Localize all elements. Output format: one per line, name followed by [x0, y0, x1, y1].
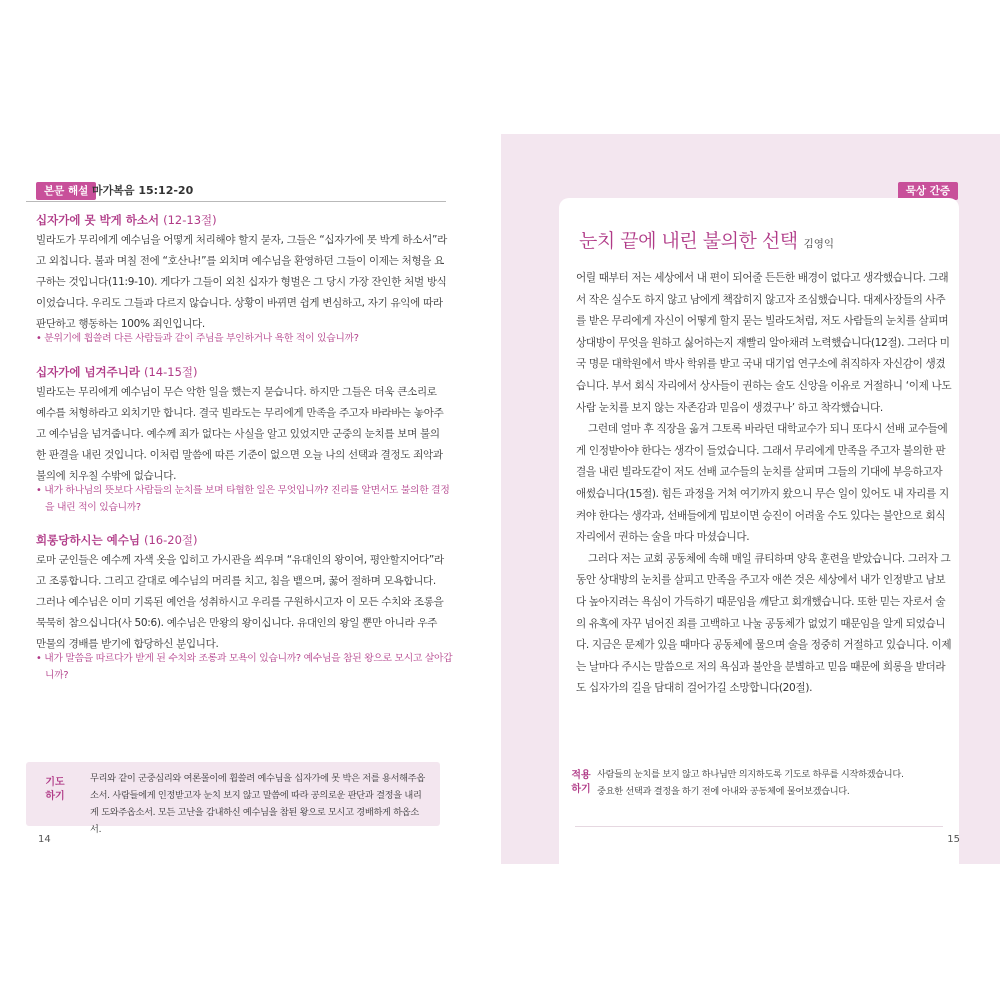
section-range: (14-15절)	[144, 365, 198, 379]
section-body-1: 빌라도가 무리에게 예수님을 어떻게 처리해야 할지 묻자, 그들은 “십자가에 못 박게 하소서”라고 외칩니다. 불과 며칠 전에 “호산나!”를 외치며 예수님을 환영하던 그들이 이제는 처형을 요구하는 것입니다(11:9-10). 게다가 그들이 외친 십자가 형벌은 그 당시 가장 잔인한 처벌 방식이었습니다. 우리도 그들과 다르지 않습니다. 상황이 바뀌면 쉽게 변심하고, 자기 유익에 따라 판단하고 행동하는 100% 죄인입니다.	[36, 234, 447, 330]
testimony-title-text: 눈치 끝에 내린 불의한 선택	[579, 230, 798, 252]
prayer-label: 기도 하기	[45, 777, 65, 802]
section-header	[26, 182, 446, 200]
testimony-paragraph: 그러다 저는 교회 공동체에 속해 매일 큐티하며 양육 훈련을 받았습니다. 그러자 그동안 상대방의 눈치를 살피고 만족을 주고자 애쓴 것은 세상에서 내가 인정받고 남보다 높아지려는 욕심이 가득하기 때문임을 깨닫고 회개했습니다. 또한 믿는 자로서 술의 유혹에 자꾸 넘어진 죄를 고백하고 나눌 공동체가 없었기 때문임을 알게 되었습니다. 지금은 문제가 있을 때마다 공동체에 물으며 술을 정중히 거절하고 있습니다. 이제는 날마다 주시는 말씀으로 저의 욕심과 불안을 분별하고 믿음 때문에 희롱을 받더라도 십자가의 길을 담대히 걸어가길 소망합니다(20절).	[576, 552, 952, 695]
left-page	[0, 134, 499, 864]
section-title-text: 십자가에 넘겨주니라	[36, 365, 140, 379]
testimony-author: 김영익	[803, 238, 834, 250]
card-divider	[575, 826, 943, 827]
apply-line: 중요한 선택과 결정을 하기 전에 아내와 공동체에 물어보겠습니다.	[597, 786, 850, 797]
scripture-reference: 마가복음 15:12-20	[92, 184, 194, 197]
section-title-text: 십자가에 못 박게 하소서	[36, 213, 160, 227]
testimony-paragraph: 어릴 때부터 저는 세상에서 내 편이 되어줄 든든한 배경이 없다고 생각했습니다. 그래서 작은 실수도 하지 않고 남에게 책잡히지 않고자 조심했습니다. 대제사장들의 사주를 받은 무리에게 자신이 어떻게 할지 묻는 빌라도처럼, 저도 사람들의 눈치를 살피며 상대방이 무엇을 원하고 싫어하는지 재빨리 알아채려 노력했습니다(12절). 그러다 미국 명문 대학원에서 박사 학위를 받고 국내 대기업 연구소에 취직하자 자신감이 생겼습니다. 부서 회식 자리에서 상사들이 권하는 술도 신앙을 이유로 거절하니 ‘이제 나도 사람 눈치를 보지 않는 자존감과 믿음이 생겼구나’ 하고 착각했습니다.	[576, 272, 952, 414]
apply-text	[597, 766, 942, 800]
right-page	[501, 134, 1000, 864]
section-body-3: 로마 군인들은 예수께 자색 옷을 입히고 가시관을 씌우며 “유대인의 왕이여, 평안할지어다”라고 조롱합니다. 그리고 갈대로 예수님의 머리를 치고, 침을 뱉으며, 꿇어 절하며 모욕합니다. 그러나 예수님은 이미 기록된 예언을 성취하시고 우리를 구원하시고자 이 모든 수치와 조롱을 묵묵히 참으십니다(사 50:6). 예수님은 만왕의 왕이십니다. 유대인의 왕일 뿐만 아니라 우주 만물의 경배를 받기에 합당하신 분입니다.	[36, 554, 444, 650]
section-range: (12-13절)	[163, 213, 217, 227]
prayer-box	[26, 762, 440, 835]
header-divider	[26, 201, 446, 202]
section-body-2: 빌라도는 무리에게 예수님이 무슨 악한 일을 했는지 묻습니다. 하지만 그들은 더욱 큰소리로 예수를 처형하라고 외치기만 합니다. 결국 빌라도는 무리에게 만족을 주고자 바라바는 놓아주고 예수님을 넘겨줍니다. 예수께 죄가 없다는 사실을 알고 있었지만 군중의 눈치를 보며 불의한 판결을 내린 것입니다. 이처럼 말씀에 따른 기준이 없으면 오늘 나의 선택과 결정도 죄악과 불의에 치우칠 수밖에 없습니다.	[36, 386, 444, 482]
apply-line: 사람들의 눈치를 보지 않고 하나님만 의지하도록 기도로 하루를 시작하겠습니다.	[597, 769, 904, 780]
section-title-2	[36, 364, 198, 380]
apply-label: 적용 하기	[571, 770, 591, 795]
section-question-2: • 내가 하나님의 뜻보다 사람들의 눈치를 보며 타협한 일은 무엇입니까? 진리를 알면서도 불의한 결정을 내린 적이 있습니까?	[36, 485, 450, 513]
commentary-tag: 본문 해설	[36, 182, 96, 200]
section-title-text: 희롱당하시는 예수님	[36, 533, 140, 547]
testimony-tag: 묵상 간증	[898, 182, 958, 200]
testimony-body	[576, 268, 954, 700]
section-title-3	[36, 532, 198, 548]
section-range: (16-20절)	[144, 533, 198, 547]
testimony-title	[579, 226, 834, 253]
testimony-paragraph: 그런데 얼마 후 직장을 옮겨 그토록 바라던 대학교수가 되니 또다시 선배 교수들에게 인정받아야 한다는 생각이 들었습니다. 그래서 무리에게 만족을 주고자 불의한 판결을 내린 빌라도같이 저도 선배 교수들의 눈치를 살피며 그들의 기대에 부응하고자 애썼습니다(15절). 힘든 과정을 거쳐 여기까지 왔으니 무슨 일이 있어도 내 자리를 지켜야 한다는 생각과, 선배들에게 밉보이면 승진이 어려울 수도 있다는 불안으로 회식 자리에서 권하는 술을 마다 마셨습니다.	[576, 423, 949, 544]
section-question-1: • 분위기에 휩쓸려 다른 사람들과 같이 주님을 부인하거나 욕한 적이 있습니까?	[36, 333, 359, 344]
page-number-left: 14	[38, 834, 51, 845]
section-title-1	[36, 212, 217, 228]
prayer-text: 무리와 같이 군중심리와 여론몰이에 휩쓸려 예수님을 십자가에 못 박은 저를 용서해주옵소서. 사람들에게 인정받고자 눈치 보지 않고 말씀에 따라 공의로운 판단과 결정을 내리게 도와주옵소서. 모든 고난을 감내하신 예수님을 참된 왕으로 모시고 경배하게 하옵소서.	[90, 773, 425, 835]
section-question-3: • 내가 말씀을 따르다가 받게 된 수치와 조롱과 모욕이 있습니까? 예수님을 참된 왕으로 모시고 살아갑니까?	[36, 653, 453, 681]
page-number-right: 15	[947, 834, 960, 845]
